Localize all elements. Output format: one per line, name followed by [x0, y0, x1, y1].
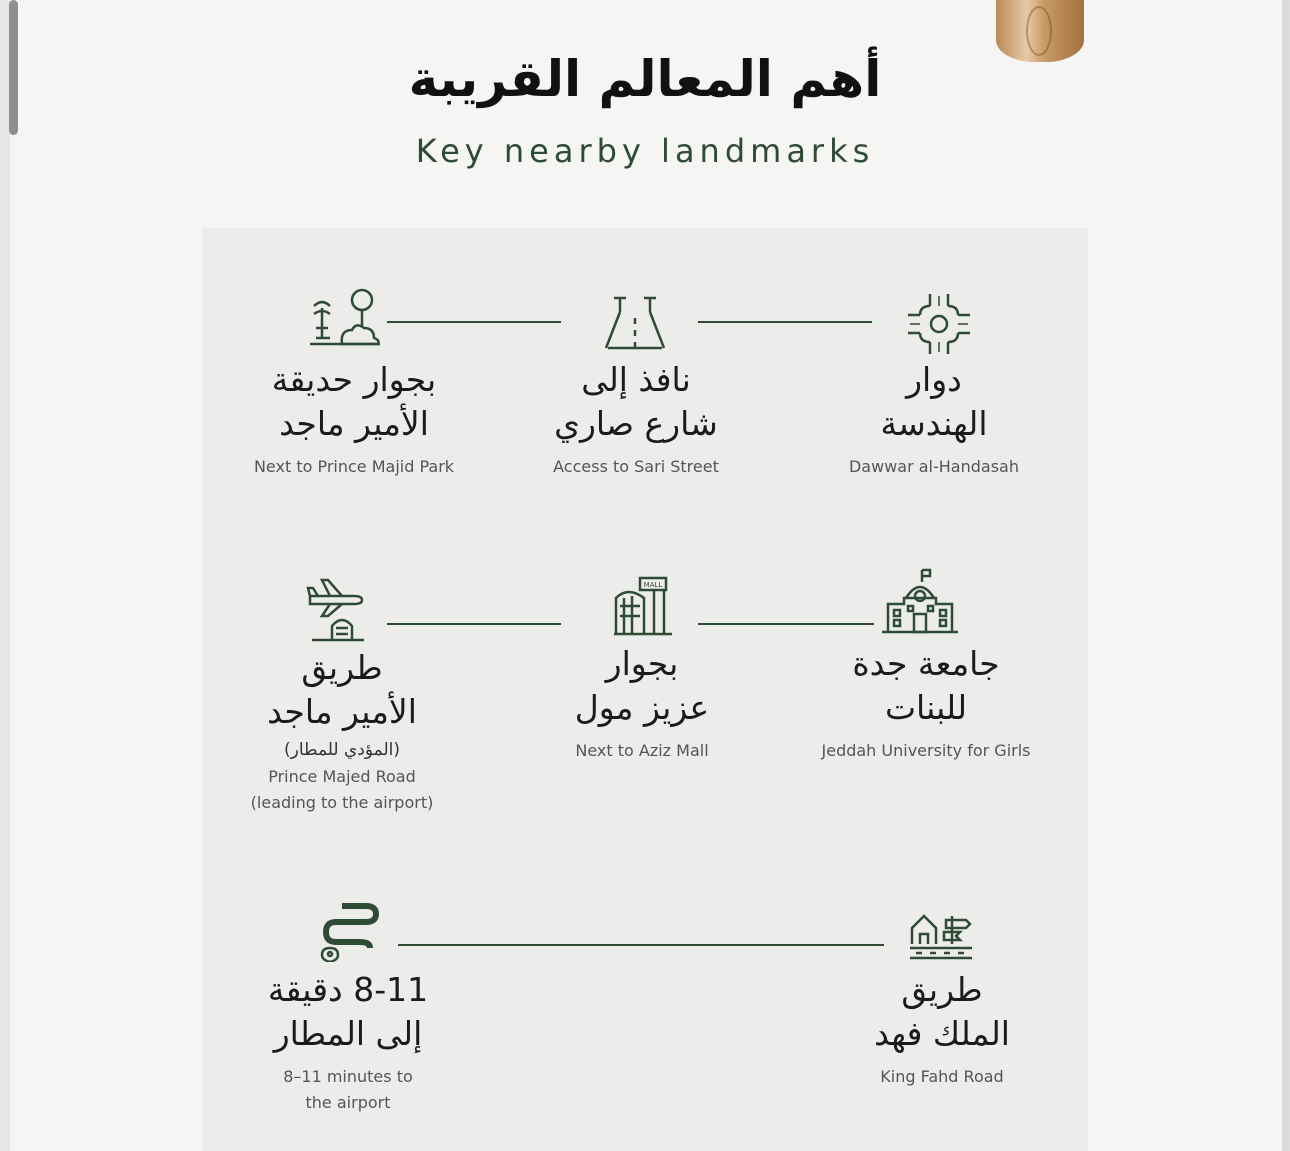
connector-line: [698, 623, 874, 625]
mall-building-icon: [612, 574, 674, 636]
roundabout-icon: [906, 292, 972, 356]
landmark-item: [222, 646, 462, 816]
landmark-name-arabic: للبنات: [884, 688, 968, 727]
university-building-icon: [880, 568, 960, 634]
airplane-airport-icon: [306, 576, 368, 642]
landmark-name-arabic: الأمير ماجد: [279, 404, 429, 443]
route-pin-icon: [318, 902, 380, 962]
landmark-name-arabic: بجوار حديقة: [271, 360, 437, 399]
connector-line: [698, 321, 872, 323]
landmark-item: [822, 358, 1046, 480]
landmark-item: [524, 358, 748, 480]
landmark-item: [832, 968, 1052, 1090]
landmark-name-arabic: 8-11 دقيقة: [267, 970, 429, 1009]
page-title-arabic: أهم المعالم القريبة: [408, 50, 882, 108]
landmark-name-arabic: الأمير ماجد: [267, 692, 417, 731]
svg-text:MALL: MALL: [643, 581, 663, 589]
landmark-name-arabic: نافذ إلى: [581, 360, 691, 399]
landmark-name-english: Access to Sari Street: [553, 457, 719, 476]
landmark-name-english: Dawwar al-Handasah: [848, 457, 1019, 476]
window-edge: [1282, 0, 1290, 1151]
landmark-name-english: King Fahd Road: [880, 1067, 1004, 1086]
landmark-name-english: Next to Aziz Mall: [575, 741, 709, 760]
landmark-name-english: Prince Majed Road: [268, 767, 416, 786]
landmark-name-english: 8–11 minutes to: [283, 1067, 413, 1086]
landmark-name-arabic: عزيز مول: [574, 688, 710, 727]
connector-line: [387, 623, 561, 625]
landmark-name-arabic: جامعة جدة: [852, 644, 1000, 683]
connector-line: [398, 944, 884, 946]
landmark-name-arabic: بجوار: [605, 644, 679, 683]
landmark-note-arabic: (المؤدي للمطار): [283, 740, 401, 760]
street-lamps-road-icon: [604, 290, 666, 350]
landmark-name-arabic: الهندسة: [880, 404, 988, 443]
landmark-name-english: Next to Prince Majid Park: [253, 457, 455, 476]
landmark-name-english: Jeddah University for Girls: [821, 741, 1031, 760]
page-title-english: Key nearby landmarks: [415, 132, 875, 170]
landmark-item: [808, 642, 1044, 764]
landmark-name-arabic: طريق: [301, 648, 383, 687]
landmark-name-arabic: الملك فهد: [874, 1014, 1010, 1053]
landmark-name-english: (leading to the airport): [250, 793, 434, 812]
landmark-name-arabic: شارع صاري: [554, 404, 718, 443]
landmark-name-english: the airport: [305, 1093, 391, 1112]
connector-line: [387, 321, 561, 323]
landmark-item: [238, 968, 458, 1116]
landmark-name-arabic: طريق: [901, 970, 983, 1009]
park-trees-icon: [308, 288, 382, 348]
road-signpost-icon: [908, 912, 974, 964]
landmark-item: [530, 642, 754, 764]
landmark-name-arabic: إلى المطار: [273, 1014, 423, 1053]
landmark-name-arabic: دوار: [906, 360, 962, 399]
landmark-item: [236, 358, 472, 480]
